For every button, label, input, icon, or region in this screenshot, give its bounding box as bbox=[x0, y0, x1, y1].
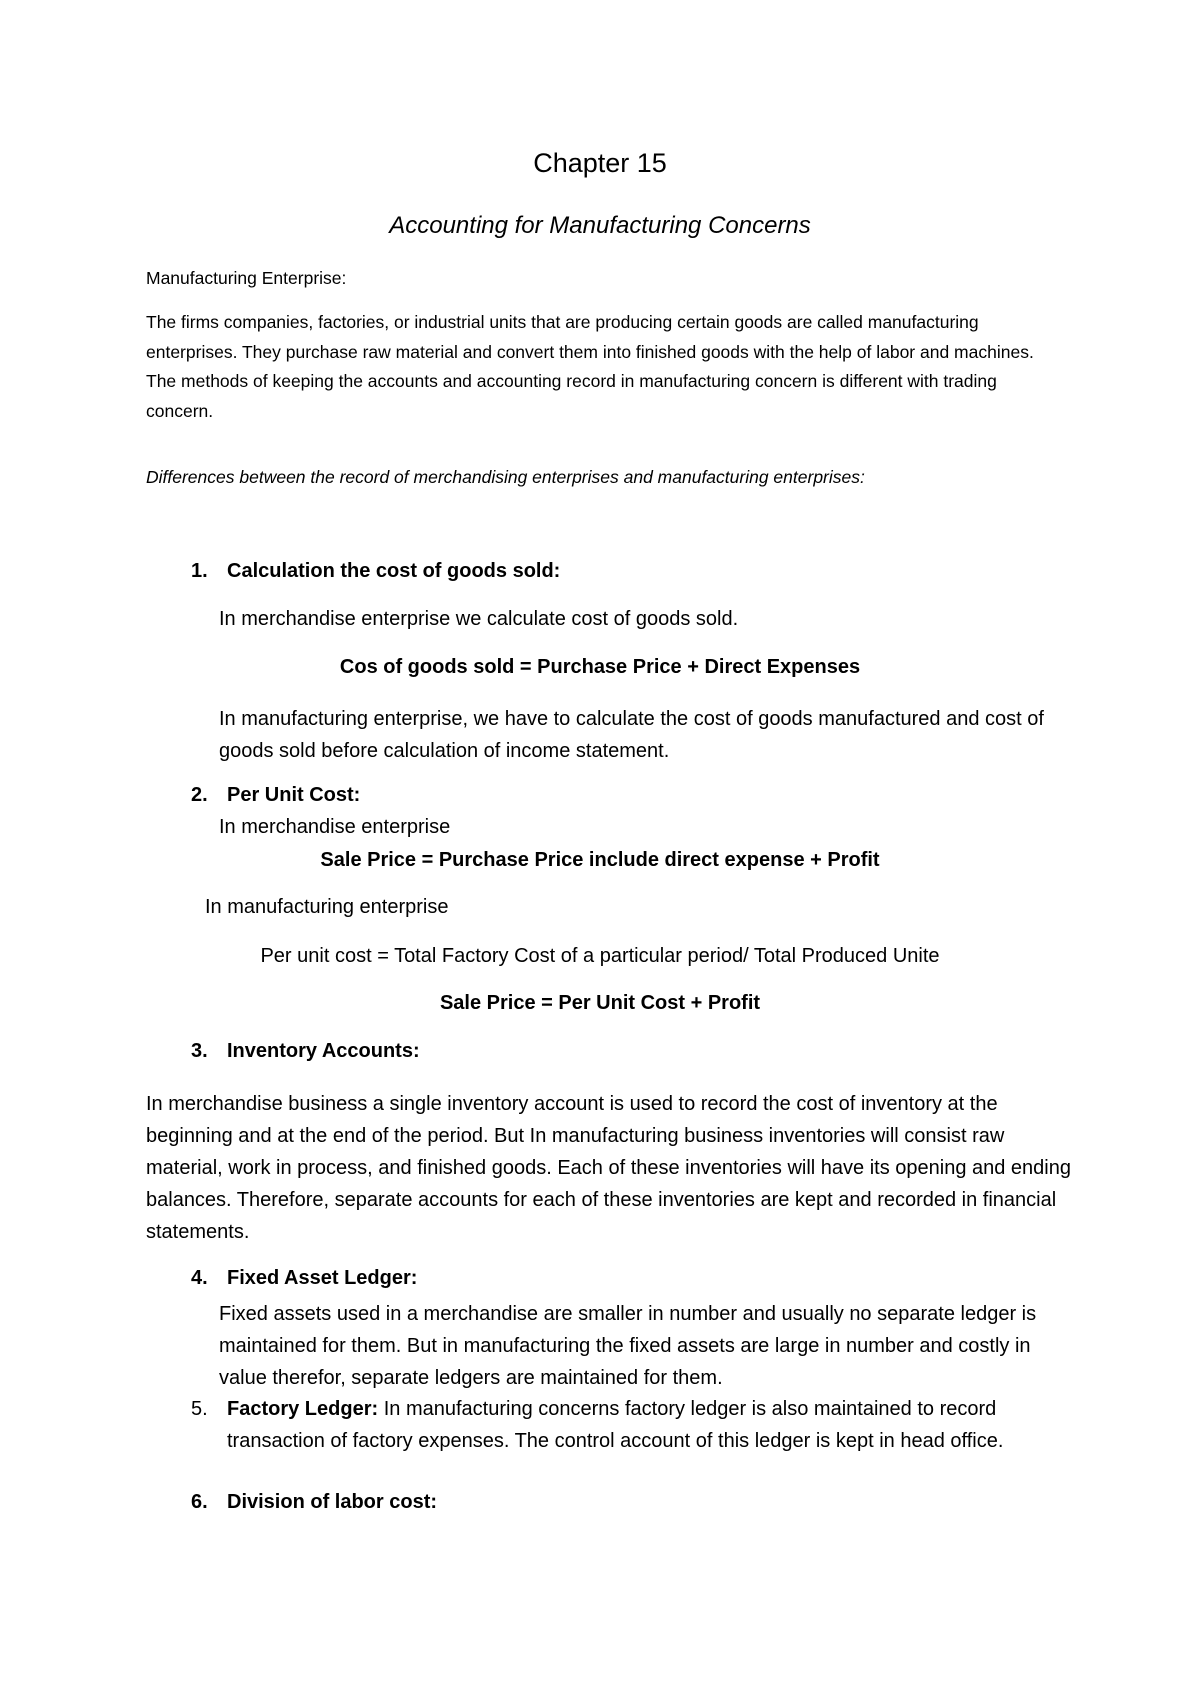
section-3-heading bbox=[191, 1040, 420, 1063]
section-1-text-1: In merchandise enterprise we calculate cost of goods sold. bbox=[219, 608, 739, 630]
section-1-text-2: In manufacturing enterprise, we have to calculate the cost of goods manufactured and cost of goods sold before calculation of income statement. bbox=[219, 708, 1044, 762]
section-1-title: Calculation the cost of goods sold: bbox=[227, 560, 561, 582]
section-3-title: Inventory Accounts: bbox=[227, 1040, 420, 1062]
section-5-number: 5. bbox=[191, 1398, 208, 1420]
section-4-title: Fixed Asset Ledger: bbox=[227, 1267, 418, 1289]
section-4-number: 4. bbox=[191, 1267, 208, 1289]
intro-paragraph: The firms companies, factories, or industrial units that are producing certain goods are called manufacturing enterprises. They purchase raw material and convert them into finished goods with the help of labor and machines. The methods of keeping the accounts and accounting record in manufacturing concern is different with trading concern. bbox=[146, 312, 1034, 421]
section-2-text-3: Per unit cost = Total Factory Cost of a particular period/ Total Produced Unite bbox=[260, 945, 940, 967]
section-3-text: In merchandise business a single inventory account is used to record the cost of inventory at the beginning and at the end of the period. But In manufacturing business inventories will consist raw material, work in process, and finished goods. Each of these inventories will have its opening and ending balances. Therefore, separate accounts for each of these inventories are kept and recorded in financial statements. bbox=[146, 1093, 1071, 1243]
chapter-subtitle: Accounting for Manufacturing Concerns bbox=[389, 212, 811, 239]
section-1-number: 1. bbox=[191, 560, 208, 582]
section-1-heading bbox=[191, 560, 560, 583]
section-2-formula-1: Sale Price = Purchase Price include direct expense + Profit bbox=[320, 849, 880, 871]
section-6-number: 6. bbox=[191, 1491, 208, 1513]
differences-heading: Differences between the record of merchandising enterprises and manufacturing enterprises: bbox=[146, 467, 865, 487]
section-2-text-2: In manufacturing enterprise bbox=[205, 896, 449, 918]
section-5-text: In manufacturing concerns factory ledger is also maintained to record transaction of factory expenses. The control account of this ledger is kept in head office. bbox=[227, 1398, 1004, 1452]
section-2-title: Per Unit Cost: bbox=[227, 784, 361, 806]
section-4-heading bbox=[191, 1267, 417, 1290]
section-2-heading bbox=[191, 784, 360, 807]
section-2-number: 2. bbox=[191, 784, 208, 806]
section-5-body bbox=[227, 1393, 1067, 1457]
chapter-title: Chapter 15 bbox=[533, 148, 667, 178]
section-5-title: Factory Ledger: bbox=[227, 1398, 379, 1420]
section-4-text: Fixed assets used in a merchandise are smaller in number and usually no separate ledger is maintained for them. But in manufacturing the fixed assets are large in number and costly in value therefor, separate ledgers are maintained for them. bbox=[219, 1303, 1037, 1389]
section-2-text-1: In merchandise enterprise bbox=[219, 816, 451, 838]
section-5 bbox=[191, 1393, 1071, 1457]
section-6-title: Division of labor cost: bbox=[227, 1491, 438, 1513]
intro-label: Manufacturing Enterprise: bbox=[146, 268, 347, 288]
section-1-formula: Cos of goods sold = Purchase Price + Direct Expenses bbox=[339, 656, 861, 678]
section-6-heading bbox=[191, 1491, 437, 1514]
section-2-formula-2: Sale Price = Per Unit Cost + Profit bbox=[439, 992, 761, 1014]
section-3-number: 3. bbox=[191, 1040, 208, 1062]
